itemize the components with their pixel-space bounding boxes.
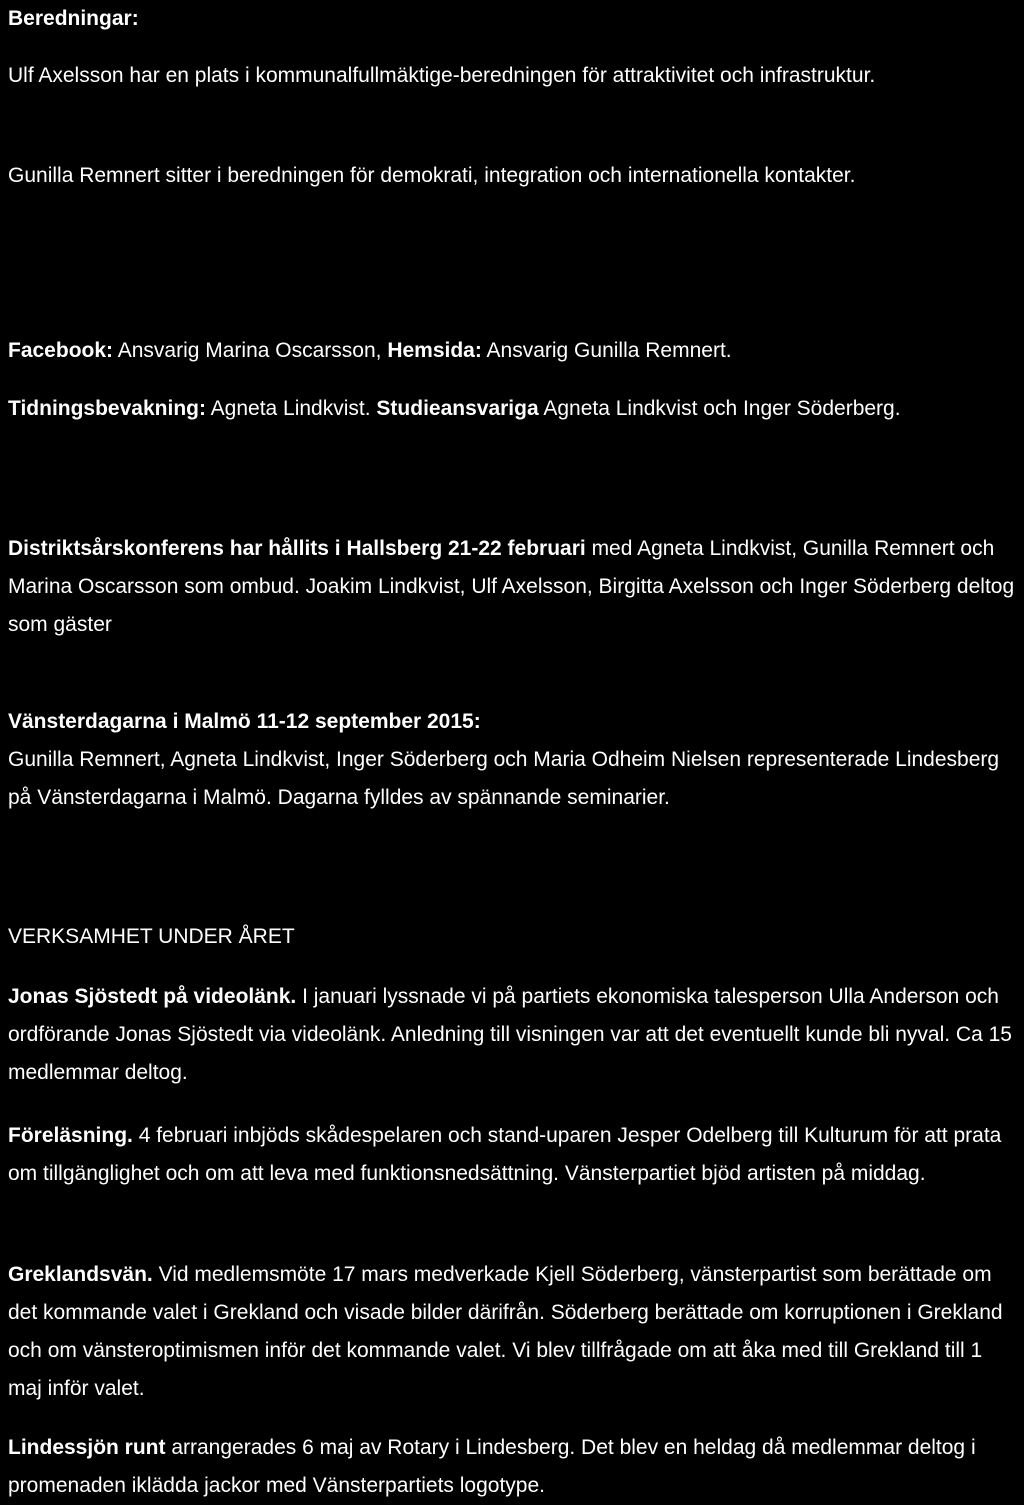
vansterdagarna-heading: Vänsterdagarna i Malmö 11-12 september 2015:	[8, 710, 481, 733]
hemsida-text: Ansvarig Gunilla Remnert.	[481, 339, 732, 362]
verksamhet-item-text: I januari lyssnade vi på partiets ekonomiska talesperson Ulla Anderson och ordförande Jonas Sjöstedt via videolänk. Anledning till visningen var att det eventuellt kunde bli nyval. Ca 15 medlemmar deltog.	[8, 985, 1012, 1084]
distriktsarskonferens-text: med Agneta Lindkvist, Gunilla Remnert och Marina Oscarsson som ombud. Joakim Lindkvist, Ulf Axelsson, Birgitta Axelsson och Inger Söderberg deltog som gäster	[8, 537, 1015, 636]
verksamhet-item-title: Lindessjön runt	[8, 1436, 166, 1459]
vansterdagarna-paragraph: Gunilla Remnert, Agneta Lindkvist, Inger Söderberg och Maria Odheim Nielsen representerade Lindesberg på Vänsterdagarna i Malmö. Dagarna fylldes av spännande seminarier.	[8, 748, 1000, 809]
verksamhet-item-title: Greklandsvän.	[8, 1263, 153, 1286]
beredningar-heading: Beredningar:	[8, 7, 139, 30]
facebook-label: Facebook:	[8, 339, 114, 362]
verksamhet-item-greklandsvan	[8, 1256, 1020, 1408]
distriktsarskonferens-paragraph	[8, 530, 1020, 644]
verksamhet-item-lindessjon	[8, 1429, 1020, 1505]
tidningsbevakning-text: Agneta Lindkvist.	[205, 397, 377, 420]
tidning-studie-paragraph	[8, 390, 1020, 428]
beredningar-paragraph-1: Ulf Axelsson har en plats i kommunalfullmäktige-beredningen för attraktivitet och infrastruktur.	[8, 64, 876, 87]
verksamhet-item-text: Vid medlemsmöte 17 mars medverkade Kjell Söderberg, vänsterpartist som berättade om det kommande valet i Grekland och visade bilder därifrån. Söderberg berättade om korruptionen i Grekland och om vänsteroptimismen inför det kommande valet. Vi blev tillfrågade om att åka med till Grekland till 1 maj inför valet.	[8, 1263, 1003, 1400]
facebook-text: Ansvarig Marina Oscarsson,	[113, 339, 388, 362]
beredningar-paragraph-2: Gunilla Remnert sitter i beredningen för demokrati, integration och internationella kontakter.	[8, 164, 856, 187]
distriktsarskonferens-label: Distriktsårskonferens har hållits i Hallsberg 21-22 februari	[8, 537, 586, 560]
verksamhet-item-forelasning	[8, 1117, 1020, 1193]
verksamhet-item-title: Föreläsning.	[8, 1124, 133, 1147]
verksamhet-heading: VERKSAMHET UNDER ÅRET	[8, 925, 295, 948]
studieansvariga-text: Agneta Lindkvist och Inger Söderberg.	[538, 397, 901, 420]
verksamhet-item-videolank	[8, 978, 1020, 1092]
studieansvariga-label: Studieansvariga	[376, 397, 539, 420]
hemsida-label: Hemsida:	[387, 339, 482, 362]
facebook-hemsida-paragraph	[8, 332, 1020, 370]
verksamhet-item-text: arrangerades 6 maj av Rotary i Lindesberg. Det blev en heldag då medlemmar deltog i promenaden iklädda jackor med Vänsterpartiets logotype.	[8, 1436, 976, 1497]
tidningsbevakning-label: Tidningsbevakning:	[8, 397, 206, 420]
verksamhet-item-title: Jonas Sjöstedt på videolänk.	[8, 985, 297, 1008]
verksamhet-item-text: 4 februari inbjöds skådespelaren och stand-uparen Jesper Odelberg till Kulturum för att prata om tillgänglighet och om att leva med funktionsnedsättning. Vänsterpartiet bjöd artisten på middag.	[8, 1124, 1002, 1185]
